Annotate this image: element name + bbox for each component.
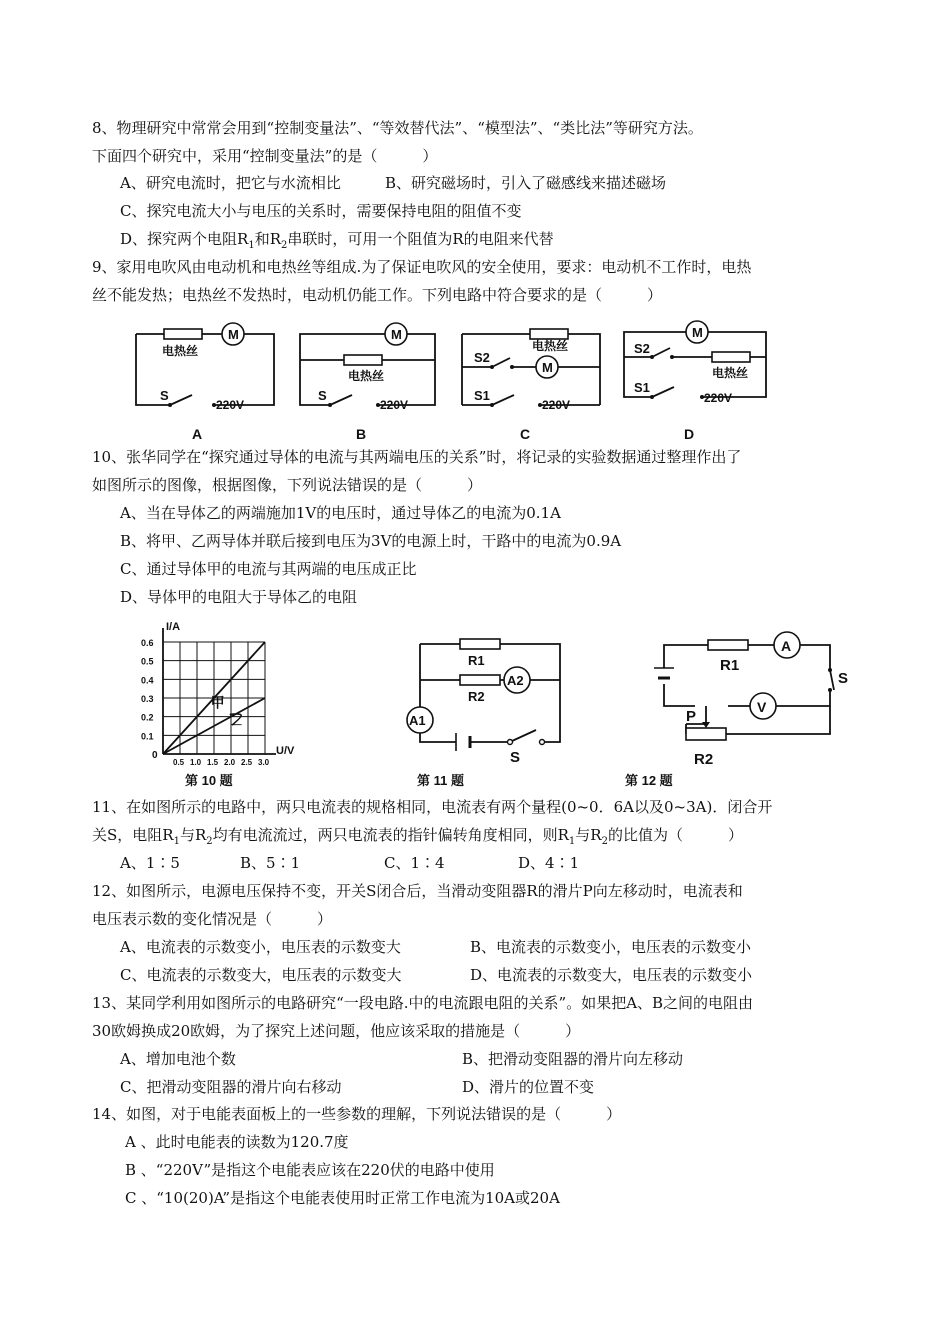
- svg-text:220V: 220V: [380, 398, 409, 412]
- svg-text:S1: S1: [474, 388, 490, 403]
- x-tick-label: 2.0: [224, 758, 236, 767]
- series-label-jia: 甲: [210, 694, 225, 711]
- q9-stem-line2: 丝不能发热；电热丝不发热时，电动机仍能工作。下列电路中符合要求的是（ ）: [92, 286, 663, 304]
- q11-stem-line1: 11、在如图所示的电路中，两只电流表的规格相同，电流表有两个量程(0~0．6A以及0~3A)．闭合开: [92, 798, 773, 816]
- q8-option-a: A、研究电流时，把它与水流相比: [120, 174, 341, 192]
- q14-option-b: B 、“220V”是指这个电能表应该在220伏的电路中使用: [125, 1161, 495, 1179]
- y-tick-label: 0.1: [141, 731, 154, 742]
- y-tick-label: 0.6: [141, 638, 154, 648]
- svg-text:S: S: [838, 670, 849, 687]
- q12-stem-line2: 电压表示数的变化情况是（ ）: [92, 910, 333, 928]
- svg-text:S2: S2: [634, 341, 650, 356]
- svg-text:电热丝: 电热丝: [712, 366, 749, 380]
- svg-text:M: M: [228, 327, 239, 342]
- circuit-a: [136, 323, 274, 442]
- q10-iv-graph: [128, 618, 298, 768]
- svg-text:M: M: [542, 360, 553, 375]
- x-axis-label: U/V: [276, 745, 295, 757]
- caption-figure-12: 第 12 题: [625, 773, 673, 788]
- svg-text:R2: R2: [694, 751, 714, 768]
- svg-text:A: A: [781, 638, 792, 654]
- heater-resistor: [164, 329, 202, 339]
- resistor-r2: [460, 675, 500, 685]
- q13-option-b: B、把滑动变阻器的滑片向左移动: [462, 1050, 684, 1068]
- heater-resistor: [530, 329, 568, 339]
- x-tick-label: 3.0: [258, 758, 270, 767]
- circuit-c: [462, 329, 600, 442]
- y-tick-label: 0.3: [141, 694, 154, 704]
- circuit-label-d: D: [684, 426, 695, 442]
- q10-option-b: B、将甲、乙两导体并联后接到电压为3V的电源上时，干路中的电流为0.9A: [120, 532, 622, 550]
- q13-stem-line2: 30欧姆换成20欧姆，为了探究上述问题，他应该采取的措施是（ ）: [92, 1022, 581, 1040]
- svg-text:V: V: [757, 699, 767, 715]
- x-tick-label: 2.5: [241, 758, 253, 767]
- q8-stem-line2: 下面四个研究中，采用“控制变量法”的是（ ）: [92, 147, 438, 165]
- circuit-label-b: B: [356, 426, 367, 442]
- heater-resistor: [712, 352, 750, 362]
- svg-text:电热丝: 电热丝: [348, 369, 385, 383]
- q12-option-b: B、电流表的示数变小，电压表的示数变小: [470, 938, 752, 956]
- q11-option-a: A、1∶5: [120, 854, 180, 872]
- q8-stem-line1: 8、物理研究中常常会用到“控制变量法”、“等效替代法”、“模型法”、“类比法”等研究方法。: [92, 119, 703, 137]
- svg-text:电热丝: 电热丝: [162, 344, 199, 358]
- x-tick-label: 0.5: [173, 758, 185, 767]
- q13-option-a: A、增加电池个数: [120, 1050, 236, 1068]
- q13-stem-line1: 13、某同学利用如图所示的电路研究“一段电路.中的电流跟电阻的关系”。如果把A、B之间的电阻由: [92, 994, 754, 1012]
- origin-label: 0: [152, 750, 158, 761]
- heater-resistor: [344, 355, 382, 365]
- q11-option-d: D、4∶1: [518, 854, 580, 872]
- svg-text:S: S: [318, 388, 327, 403]
- svg-text:R1: R1: [720, 657, 740, 674]
- circuit-label-a: A: [192, 426, 203, 442]
- svg-text:220V: 220V: [216, 398, 245, 412]
- y-tick-label: 0.4: [141, 675, 154, 686]
- resistor-r1: [460, 639, 500, 649]
- q14-option-c: C 、“10(20)A”是指这个电能表使用时正常工作电流为10A或20A: [125, 1189, 560, 1207]
- svg-text:A1: A1: [409, 713, 426, 728]
- svg-text:A2: A2: [507, 673, 524, 688]
- svg-text:P: P: [686, 708, 697, 725]
- y-tick-label: 0.5: [141, 656, 154, 667]
- x-tick-label: 1.5: [207, 758, 219, 767]
- svg-text:220V: 220V: [542, 398, 571, 412]
- y-tick-label: 0.2: [141, 712, 154, 723]
- q8-option-b: B、研究磁场时，引入了磁感线来描述磁场: [385, 174, 667, 192]
- q10-option-c: C、通过导体甲的电流与其两端的电压成正比: [120, 560, 417, 578]
- q14-stem: 14、如图，对于电能表面板上的一些参数的理解，下列说法错误的是（ ）: [92, 1105, 622, 1123]
- svg-text:S: S: [160, 388, 169, 403]
- q10-option-d: D、导体甲的电阻大于导体乙的电阻: [120, 588, 358, 606]
- caption-figure-10: 第 10 题: [185, 773, 233, 788]
- q8-option-c: C、探究电流大小与电压的关系时，需要保持电阻的阻值不变: [120, 202, 522, 220]
- q10-option-a: A、当在导体乙的两端施加1V的电压时，通过导体乙的电流为0.1A: [120, 504, 561, 522]
- y-axis-label: I/A: [166, 621, 181, 633]
- q8-option-d: D、探究两个电阻$R_1$和$R_2$串联时，可用一个阻值为R的电阻来代替: [120, 230, 554, 251]
- q13-option-c: C、把滑动变阻器的滑片向右移动: [120, 1078, 342, 1096]
- svg-text:M: M: [692, 325, 703, 340]
- svg-text:电热丝: 电热丝: [532, 339, 569, 353]
- q12-option-a: A、电流表的示数变小，电压表的示数变大: [120, 938, 401, 956]
- q12-circuit: [640, 628, 860, 773]
- q11-circuit: [390, 632, 580, 772]
- series-label-yi: 乙: [229, 711, 243, 728]
- caption-figure-11: 第 11 题: [417, 773, 464, 788]
- x-tick-label: 1.0: [190, 758, 202, 767]
- q13-option-d: D、滑片的位置不变: [462, 1078, 595, 1096]
- q11-option-b: B、5∶1: [240, 854, 301, 872]
- svg-text:M: M: [391, 327, 402, 342]
- q11-option-c: C、1∶4: [384, 854, 445, 872]
- slider-arrow: [702, 722, 710, 728]
- q14-option-a: A 、此时电能表的读数为120.7度: [125, 1133, 349, 1151]
- svg-text:R1: R1: [468, 653, 485, 668]
- svg-text:R2: R2: [468, 689, 485, 704]
- q10-stem-line2: 如图所示的图像，根据图像，下列说法错误的是（ ）: [92, 476, 483, 494]
- rheostat-r2: [686, 728, 726, 740]
- circuit-d: [624, 321, 766, 442]
- circuit-label-c: C: [520, 426, 531, 442]
- q11-stem-line2: 关S，电阻$R_1$与$R_2$均有电流流过，两只电流表的指针偏转角度相同，则$R_1$与$R_2$的比值为（ ）: [92, 826, 743, 847]
- q12-option-d: D、电流表的示数变大，电压表的示数变小: [470, 966, 753, 984]
- q12-option-c: C、电流表的示数变大，电压表的示数变大: [120, 966, 402, 984]
- q12-stem-line1: 12、如图所示，电源电压保持不变，开关S闭合后，当滑动变阻器R的滑片P向左移动时，电流表和: [92, 882, 743, 900]
- q9-circuit-figures: [120, 312, 800, 444]
- svg-text:S1: S1: [634, 380, 650, 395]
- svg-text:S: S: [510, 749, 521, 766]
- resistor-r1: [708, 640, 748, 650]
- svg-text:S2: S2: [474, 350, 490, 365]
- svg-text:220V: 220V: [704, 391, 733, 405]
- q9-stem-line1: 9、家用电吹风由电动机和电热丝等组成.为了保证电吹风的安全使用，要求：电动机不工作时，电热: [92, 258, 752, 276]
- q10-stem-line1: 10、张华同学在“探究通过导体的电流与其两端电压的关系”时，将记录的实验数据通过整理作出了: [92, 448, 742, 466]
- circuit-b: [300, 323, 435, 442]
